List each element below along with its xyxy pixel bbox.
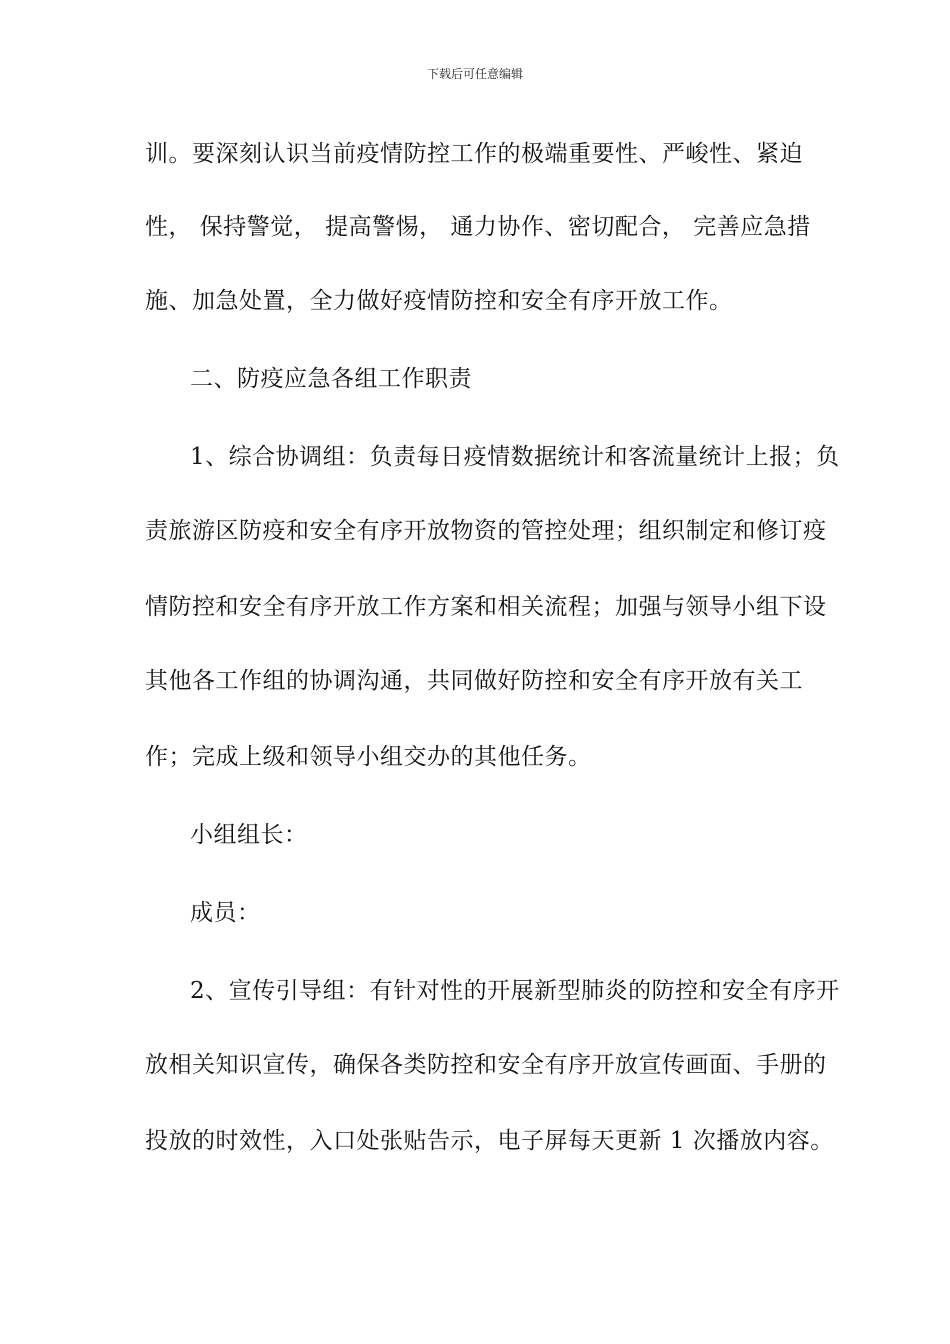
group-leader-label: 小组组长： bbox=[190, 822, 308, 848]
page-header-note: 下载后可任意编辑 bbox=[426, 67, 523, 81]
body-line-9: 作；完成上级和领导小组交办的其他任务。 bbox=[145, 744, 592, 770]
body-line-13: 放相关知识宣传，确保各类防控和安全有序开放宣传画面、手册的 bbox=[145, 1052, 827, 1078]
body-line-7: 情防控和安全有序开放工作方案和相关流程；加强与领导小组下设 bbox=[145, 594, 827, 620]
body-line-12: 2、宣传引导组：有针对性的开展新型肺炎的防控和安全有序开 bbox=[190, 978, 840, 1004]
body-line-1: 训。要深刻认识当前疫情防控工作的极端重要性、严峻性、紧迫 bbox=[145, 141, 803, 167]
body-line-8: 其他各工作组的协调沟通，共同做好防控和安全有序开放有关工 bbox=[145, 668, 803, 694]
body-line-14: 投放的时效性，入口处张贴告示，电子屏每天更新 1 次播放内容。 bbox=[145, 1128, 834, 1154]
body-line-6: 责旅游区防疫和安全有序开放物资的管控处理；组织制定和修订疫 bbox=[145, 518, 827, 544]
body-line-2: 性， 保持警觉， 提高警惕， 通力协作、密切配合， 完善应急措 bbox=[145, 214, 811, 240]
section-heading: 二、防疫应急各组工作职责 bbox=[190, 366, 472, 392]
body-line-3: 施、加急处置，全力做好疫情防控和安全有序开放工作。 bbox=[145, 288, 733, 314]
body-line-5: 1、综合协调组：负责每日疫情数据统计和客流量统计上报；负 bbox=[190, 444, 840, 470]
members-label: 成员： bbox=[190, 900, 261, 926]
